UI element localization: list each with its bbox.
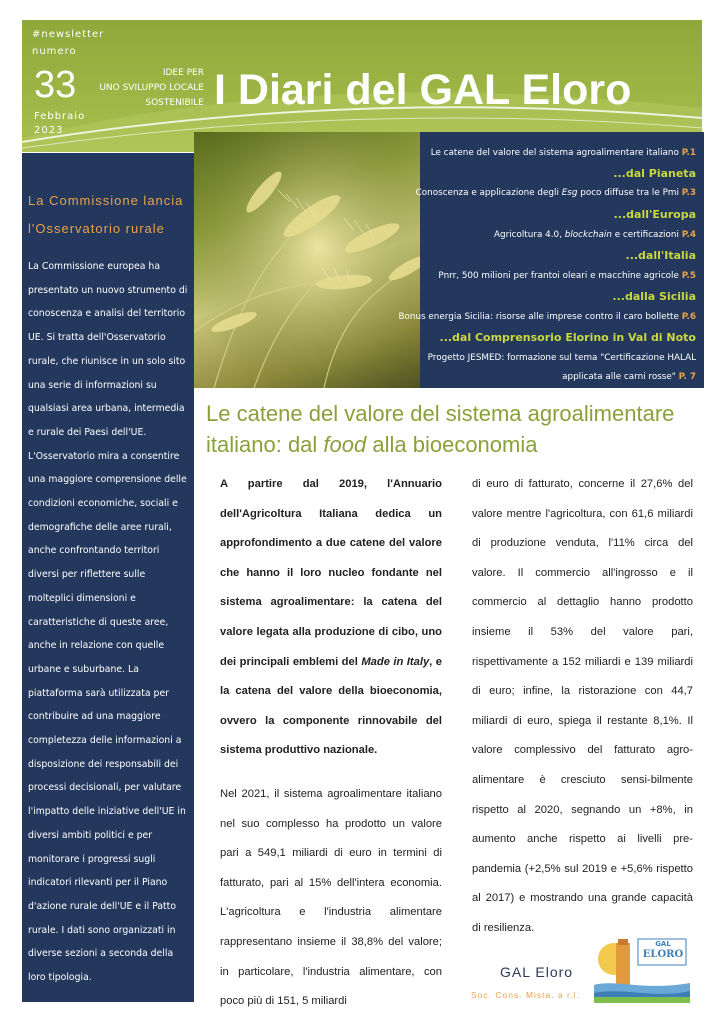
toc-item-6-line1[interactable]: Progetto JESMED: formazione sul tema "Certificazione HALAL — [427, 353, 696, 363]
article-lead-b: , e la catena del valore della bioeconomia, ovvero la componente rinnovabile del sistema produttivo nazionale. — [220, 655, 442, 757]
sidebar — [22, 153, 194, 1002]
article-paragraph-1: Nel 2021, il sistema agroalimentare italiano nel suo complesso ha prodotto un valore pari a 549,1 miliardi di euro in termini di fatturato, pari al 15% dell'intera economia. L'agricoltura e l'industria alimentare rappresentano insieme il 38,8% del valore; in particolare, l'industria alimentare, con poco più di 151, 5 miliardi — [220, 787, 442, 1008]
newsletter-label — [32, 26, 104, 60]
issue-date — [34, 110, 85, 138]
headline-part-em: food — [323, 432, 367, 457]
toc-item-6-title-end: applicata alle carni rosse" — [562, 372, 676, 382]
toc-item-1[interactable] — [431, 142, 696, 164]
toc-item-1-page: P.1 — [681, 148, 696, 158]
toc-section-europa: ...dall'Europa — [613, 208, 696, 221]
sidebar-title-line1: La Commissione lancia — [28, 193, 184, 208]
toc-item-2-title-em: Esg — [561, 188, 578, 198]
issue-number: 33 — [34, 64, 77, 106]
toc-item-5[interactable] — [398, 306, 696, 328]
newsletter-label-line1: #newsletter — [32, 29, 105, 40]
article-column-2 — [472, 470, 693, 944]
gal-eloro-logo — [594, 933, 690, 1003]
toc-item-3-title-b: e certificazioni — [611, 230, 679, 240]
toc-section-comprensorio: ...dal Comprensorio Elorino in Val di Noto — [439, 331, 696, 344]
issue-year: 2023 — [34, 125, 64, 136]
issue-month: Febbraio — [34, 111, 86, 122]
article-paragraph-2: di euro di fatturato, concerne il 27,6% del valore mentre l'agricoltura, con 61,6 miliardi di produzione venduta, l'11% circa del valore. Il commercio all'ingrosso e il commercio al dettaglio hanno prodotto insieme il 53% del valore pari, rispettivamente a 152 miliardi e 139 miliardi di euro; infine, la ristorazione con 44,7 miliardi di euro, spiega il restante 8,1%. Il valore complessivo del fatturato agro-alimentare è cresciuto sensi-bilmente rispetto al 2020, segnando un +8%, in aumento anche rispetto ai livelli pre-pandemia (+2,5% sul 2019 e +5,6% rispetto al 2017) e mostrando una grande capacità di resilienza. — [472, 478, 693, 934]
toc-item-5-title: Bonus energia Sicilia: risorse alle imprese contro il caro bollette — [398, 312, 679, 322]
article-headline-line1: Le catene del valore del sistema agroalimentare — [206, 401, 675, 426]
newsletter-title: I Diari del GAL Eloro — [214, 66, 632, 114]
article-headline-line2 — [206, 429, 706, 460]
article-headline — [206, 398, 706, 460]
toc-item-3-page: P.4 — [681, 230, 696, 240]
article-lead-a: A partire dal 2019, l'Annuario dell'Agricoltura Italiana dedica un approfondimento a due catene del valore che hanno il loro nucleo fondante nel sistema agroalimentare: la catena del valore legata alla produzione di cibo, uno dei principali emblemi del — [220, 478, 442, 668]
article-column-1 — [220, 470, 442, 1017]
headline-part-b: alla bioeconomia — [366, 432, 538, 457]
footer-org-subtitle: Soc. Cons. Mista. a r.l. — [471, 990, 581, 1000]
sidebar-text: La Commissione europea ha presentato un nuovo strumento di conoscenza e analisi del territorio UE. Si tratta dell'Osservatorio rurale, che riunisce in un solo sito una serie di informazioni su qualsiasi area urbana, intermedia e rurale dei Paesi dell'UE. L'Osservatorio mira a consentire una maggiore comprensione delle condizioni economiche, sociali e demografiche delle aree rurali, anche confrontando territori diversi per riflettere sulle molteplici dimensioni e caratteristiche di queste aree, anche in relazione con quelle urbane e suburbane. La piattaforma sarà utilizzata per contribuire ad una maggiore completezza delle informazioni a disposizione dei responsabili dei processi decisionali, per valutare l'impatto delle iniziative dell'UE in diversi ambiti politici e per monitorare i progressi sugli indicatori rilevanti per il Piano d'azione rurale dell'UE e il Patto rurale. I dati sono organizzati in diverse sezioni a seconda della loro tipologia. — [28, 261, 188, 984]
toc-item-1-title: Le catene del valore del sistema agroalimentare italiano — [430, 148, 679, 158]
tagline-line3: SOSTENIBILE — [145, 98, 204, 108]
toc-item-2-title-b: poco diffuse tra le Pmi — [577, 188, 679, 198]
table-of-contents — [398, 132, 704, 388]
toc-item-2[interactable] — [416, 182, 696, 204]
toc-section-pianeta: ...dal Pianeta — [613, 167, 696, 180]
tagline — [92, 66, 204, 111]
toc-item-6-page: P. 7 — [678, 372, 696, 382]
toc-item-4-page: P.5 — [681, 271, 696, 281]
toc-item-3-title-a: Agricoltura 4.0, — [493, 230, 565, 240]
headline-part-a: italiano: dal — [206, 432, 324, 457]
toc-section-italia: ...dall'Italia — [625, 249, 696, 262]
sidebar-title-line2: l'Osservatorio rurale — [28, 221, 165, 236]
tagline-line1: IDEE PER — [162, 68, 204, 78]
footer-org-name: GAL Eloro — [500, 964, 574, 980]
logo-text-gal: GAL — [655, 940, 671, 948]
article-lead-em: Made in Italy — [361, 655, 430, 668]
toc-item-2-page: P.3 — [681, 188, 696, 198]
toc-item-3-title-em: blockchain — [564, 230, 612, 240]
wheat-photo — [194, 132, 420, 388]
wheat-illustration — [194, 132, 420, 388]
toc-item-4-title: Pnrr, 500 milioni per frantoi oleari e macchine agricole — [438, 271, 679, 281]
toc-section-sicilia: ...dalla Sicilia — [612, 290, 696, 303]
toc-item-2-title-a: Conoscenza e applicazione degli — [415, 188, 562, 198]
toc-item-4[interactable] — [438, 265, 696, 287]
article-lead — [220, 470, 442, 766]
tagline-line2: UNO SVILUPPO LOCALE — [99, 83, 204, 93]
toc-item-3[interactable] — [494, 224, 696, 246]
toc-item-6-line2[interactable] — [562, 366, 696, 388]
newsletter-label-line2: numero — [32, 46, 77, 57]
sidebar-title — [28, 187, 188, 243]
toc-item-5-page: P.6 — [681, 312, 696, 322]
logo-text-eloro: ELORO — [642, 949, 684, 960]
